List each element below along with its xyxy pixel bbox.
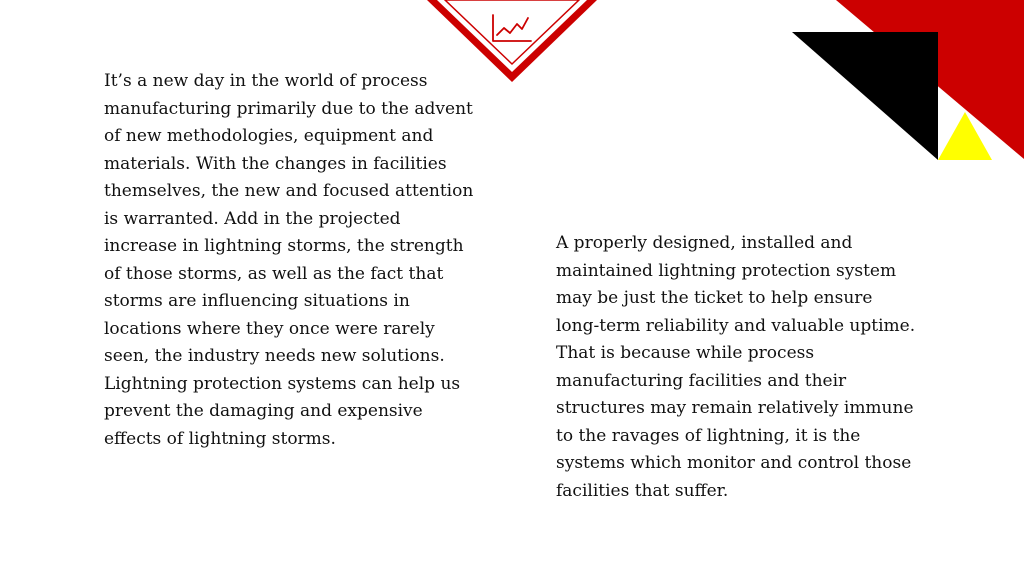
left-paragraph: It’s a new day in the world of process manufacturing primarily due to the advent of new methodologies, equipment and materials. With the changes in facilities themselves, the new and focused attention is warranted. Add in the projected increase in lightning storms, the strength of those storms, as well as the fact that storms are influencing situations in locations where they once were rarely seen, the industry needs new solutions. Lightning protection systems can help us prevent the damaging and expensive effects of lightning storms. [104, 71, 474, 449]
black-triangle [792, 32, 938, 160]
right-paragraph: A properly designed, installed and maintained lightning protection system may be just the ticket to help ensure long-term reliability and valuable uptime. That is because while process manufacturing facilities and their structures may remain relatively immune to the ravages of lightning, it is the systems which monitor and control those facilities that suffer. [556, 233, 916, 501]
